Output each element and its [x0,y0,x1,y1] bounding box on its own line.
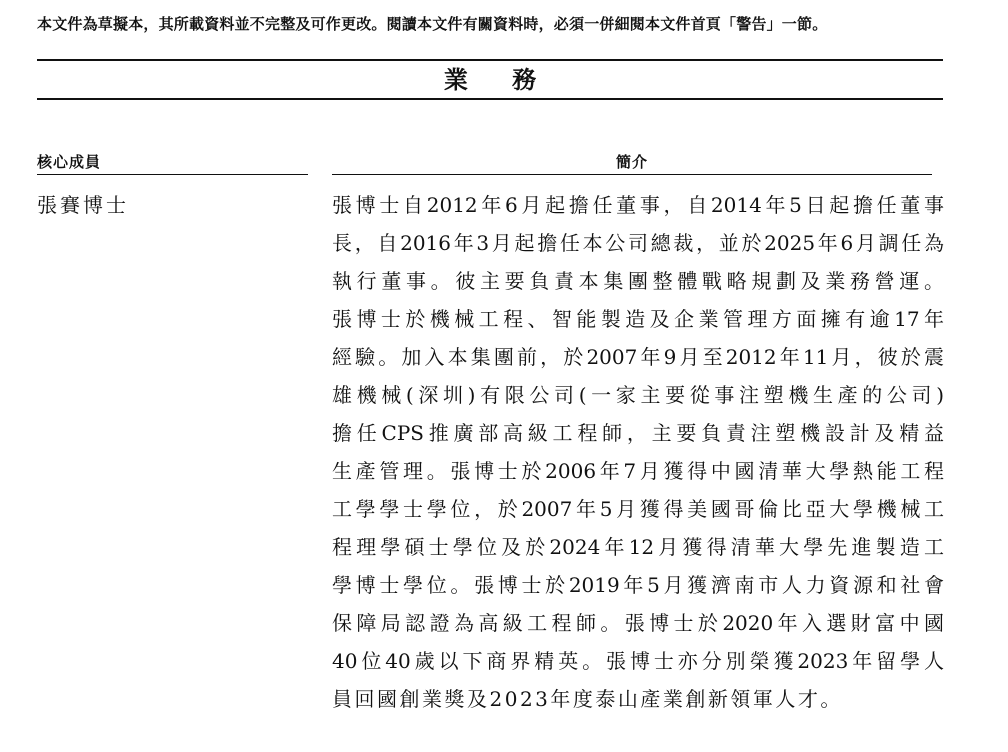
title-bottom-rule [37,98,943,100]
profile-line: 學博士學位。張博士於2019年5月獲濟南市人力資源和社會 [332,573,944,597]
section-title: 業 務 [443,65,555,94]
profile-line: 執行董事。彼主要負責本集團整體戰略規劃及業務營運。 [332,269,944,293]
profile-line: 工學學士學位，於2007年5月獲得美國哥倫比亞大學機械工 [332,497,944,521]
column-header-profile: 簡介 [615,153,648,171]
profile-line: 程理學碩士學位及於2024年12月獲得清華大學先進製造工 [332,535,944,559]
profile-line: 張博士自2012年6月起擔任董事，自2014年5日起擔任董事 [332,193,944,217]
member-profile [332,192,944,724]
profile-line: 張博士於機械工程、智能製造及企業管理方面擁有逾17年 [332,307,944,331]
profile-line: 雄機械(深圳)有限公司(一家主要從事注塑機生產的公司) [332,383,944,407]
profile-line: 長，自2016年3月起擔任本公司總裁，並於2025年6月調任為 [332,231,944,255]
profile-line: 擔任CPS推廣部高級工程師，主要負責注塑機設計及精益 [332,421,944,445]
profile-line: 保障局認證為高級工程師。張博士於2020年入選財富中國 [332,611,944,635]
profile-line: 經驗。加入本集團前，於2007年9月至2012年11月，彼於震 [332,345,944,369]
column-header-rule-profile [332,174,932,175]
profile-line: 員回國創業獎及2023年度泰山產業創新領軍人才。 [332,687,843,711]
member-name: 張賽博士 [37,193,129,217]
title-top-rule [37,59,943,61]
profile-line: 生產管理。張博士於2006年7月獲得中國清華大學熱能工程 [332,459,944,483]
profile-line: 40位40歲以下商界精英。張博士亦分別榮獲2023年留學人 [332,649,944,673]
column-header-rule-member [37,174,308,175]
draft-disclaimer: 本文件為草擬本，其所載資料並不完整及可作更改。閱讀本文件有關資料時，必須一併細閱本文件首頁「警告」一節。 [37,15,828,33]
column-header-member: 核心成員 [37,153,102,171]
